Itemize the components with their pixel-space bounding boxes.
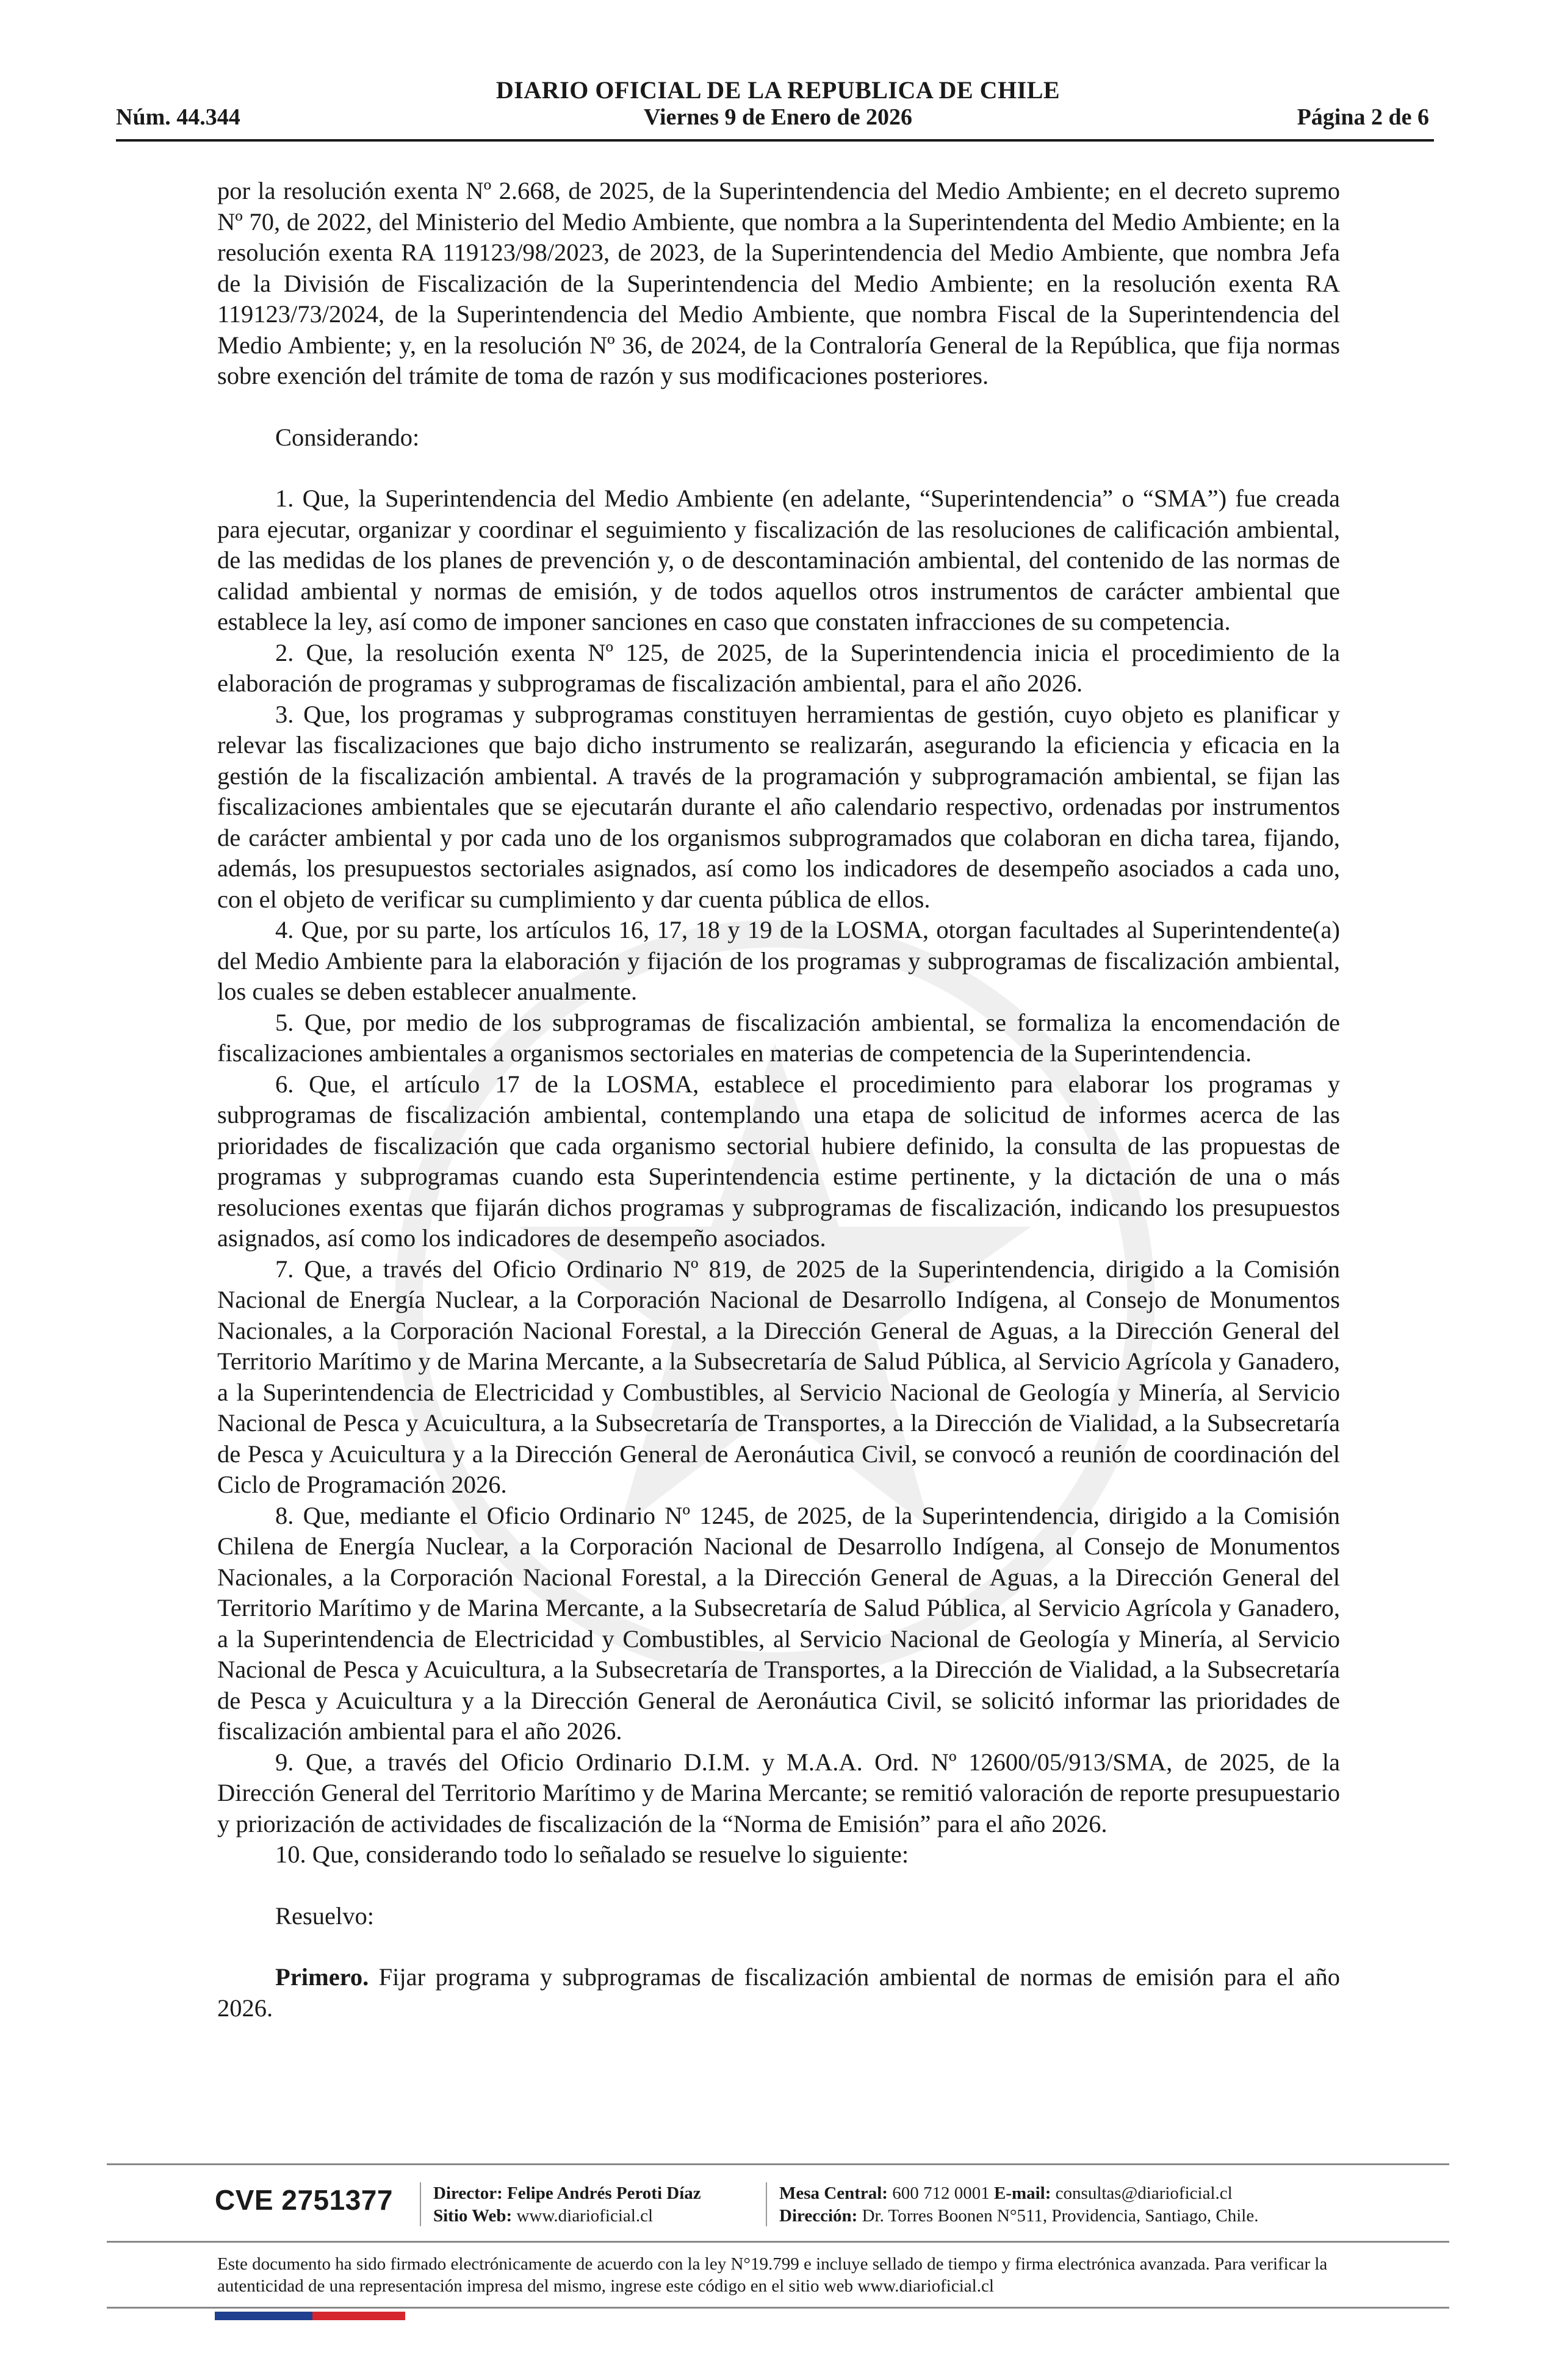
first-label: Primero. <box>275 1963 369 1991</box>
consideration-item: 3. Que, los programas y subprogramas constituyen herramientas de gestión, cuyo objeto es planificar y relevar las fiscalizaciones que bajo dicho instrumento se realizarán, asegurando la eficiencia y eficacia en la gestión de la fiscalización ambiental. A través de la programación y subprogramación ambiental, se fijan las fiscalizaciones ambientales que se ejecutarán durante el año calendario respectivo, ordenadas por instrumentos de carácter ambiental y por cada uno de los organismos subprogramados que colaboran en dicha tarea, fijando, además, los presupuestos sectoriales asignados, así como los indicadores de desempeño asociados a cada uno, con el objeto de verificar su cumplimiento y dar cuenta pública de ellos. <box>217 700 1340 913</box>
consideration-item: 9. Que, a través del Oficio Ordinario D.I.M. y M.A.A. Ord. Nº 12600/05/913/SMA, de 2025, de la Dirección General del Territorio Marítimo y de Marina Mercante; se remitió valoración de reporte presupuestario y priorización de actividades de fiscalización de la “Norma de Emisión” para el año 2026. <box>217 1748 1340 1837</box>
resolve-label: Resuelvo: <box>275 1902 374 1930</box>
considering-label: Considerando: <box>275 423 420 451</box>
email-link[interactable]: consultas@diarioficial.cl <box>1055 2183 1233 2203</box>
contact-block <box>779 2182 1258 2227</box>
document-body <box>217 176 1340 2024</box>
website-line <box>433 2205 701 2227</box>
flag-stripe-red <box>312 2312 405 2320</box>
phone-value: 600 712 0001 <box>892 2183 990 2203</box>
website-link[interactable]: www.diarioficial.cl <box>516 2206 654 2226</box>
footer-divider-bottom <box>107 2307 1449 2309</box>
intro-paragraph: por la resolución exenta Nº 2.668, de 2025, de la Superintendencia del Medio Ambiente; en el decreto supremo Nº 70, de 2022, del Ministerio del Medio Ambiente, que nombra a la Superintendenta del Medio Ambiente; en la resolución exenta RA 119123/98/2023, de 2023, de la Superintendencia del Medio Ambiente, que nombra Jefa de la División de Fiscalización de la Superintendencia del Medio Ambiente; en la resolución exenta RA 119123/73/2024, de la Superintendencia del Medio Ambiente, que nombra Fiscal de la Superintendencia del Medio Ambiente; y, en la resolución Nº 36, de 2024, de la Contraloría General de la República, que fija normas sobre exención del trámite de toma de razón y sus modificaciones posteriores. <box>217 177 1340 389</box>
director-name: Director: Felipe Andrés Peroti Díaz <box>433 2183 701 2203</box>
legal-notice: Este documento ha sido firmado electrónicamente de acuerdo con la ley N°19.799 e incluye sellado de tiempo y firma electrónica avanzada. Para verificar la autenticidad de una representación impresa del mismo, ingrese este código en el sitio web www.diarioficial.cl <box>217 2254 1328 2296</box>
issue-date: Viernes 9 de Enero de 2026 <box>643 104 913 130</box>
consideration-item: 8. Que, mediante el Oficio Ordinario Nº 1245, de 2025, de la Superintendencia, dirigido a la Comisión Chilena de Energía Nuclear, a la Corporación Nacional de Desarrollo Indígena, al Consejo de Monumentos Nacionales, a la Corporación Nacional Forestal, a la Dirección General de Aguas, a la Dirección General del Territorio Marítimo y de Marina Mercante, a la Subsecretaría de Salud Pública, al Servicio Agrícola y Ganadero, a la Superintendencia de Electricidad y Combustibles, al Servicio Nacional de Geología y Minería, al Servicio Nacional de Pesca y Acuicultura, a la Subsecretaría de Transportes, a la Dirección de Vialidad, a la Subsecretaría de Pesca y Acuicultura y a la Dirección General de Aeronáutica Civil, se solicitó informar las prioridades de fiscalización ambiental para el año 2026. <box>217 1501 1340 1745</box>
consideration-item: 6. Que, el artículo 17 de la LOSMA, establece el procedimiento para elaborar los programas y subprogramas de fiscalización ambiental, contemplando una etapa de solicitud de informes acerca de las prioridades de fiscalización que cada organismo sectorial hubiere definido, la consulta de las propuestas de programas y subprogramas cuando esta Superintendencia estime pertinente, y la dictación de una o más resoluciones exentas que fijarán dichos programas y subprogramas de fiscalización, indicando los presupuestos asignados, así como los indicadores de desempeño asociados. <box>217 1070 1340 1252</box>
address-value: Dr. Torres Boonen N°511, Providencia, Santiago, Chile. <box>862 2206 1259 2226</box>
page-indicator: Página 2 de 6 <box>1297 104 1429 130</box>
first-resolution <box>217 1962 1340 2024</box>
address-line <box>779 2205 1258 2227</box>
footer-separator <box>420 2182 421 2226</box>
address-label: Dirección: <box>779 2206 858 2226</box>
consideration-item: 1. Que, la Superintendencia del Medio Ambiente (en adelante, “Superintendencia” o “SMA”) fue creada para ejecutar, organizar y coordinar el seguimiento y fiscalización de las resoluciones de calificación ambiental, de las medidas de los planes de prevención y, o de descontaminación ambiental, del contenido de las normas de calidad ambiental y normas de emisión, y de todos aquellos otros instrumentos de carácter ambiental que establece la ley, así como de imponer sanciones en caso que constaten infracciones de su competencia. <box>217 485 1340 635</box>
consideration-item: 10. Que, considerando todo lo señalado se resuelve lo siguiente: <box>275 1841 909 1868</box>
phone-email-line <box>779 2182 1258 2205</box>
consideration-item: 5. Que, por medio de los subprogramas de fiscalización ambiental, se formaliza la encomendación de fiscalizaciones ambientales a organismos sectoriales en materias de competencia de la Superintendencia. <box>217 1008 1340 1067</box>
footer-divider-middle <box>107 2241 1449 2243</box>
footer-separator <box>766 2182 767 2226</box>
phone-label: Mesa Central: <box>779 2183 888 2203</box>
consideration-item: 2. Que, la resolución exenta Nº 125, de 2025, de la Superintendencia inicia el procedimiento de la elaboración de programas y subprogramas de fiscalización ambiental, para el año 2026. <box>217 638 1340 697</box>
email-label: E-mail: <box>993 2183 1051 2203</box>
issue-number: Núm. 44.344 <box>116 104 240 130</box>
footer-divider-top <box>107 2163 1449 2165</box>
consideration-item: 7. Que, a través del Oficio Ordinario Nº 819, de 2025 de la Superintendencia, dirigido a la Comisión Nacional de Energía Nuclear, a la Corporación Nacional de Desarrollo Indígena, al Consejo de Monumentos Nacionales, a la Corporación Nacional Forestal, a la Dirección General de Aguas, a la Dirección General del Territorio Marítimo y de Marina Mercante, a la Subsecretaría de Salud Pública, al Servicio Agrícola y Ganadero, a la Superintendencia de Electricidad y Combustibles, al Servicio Nacional de Geología y Minería, al Servicio Nacional de Pesca y Acuicultura, a la Subsecretaría de Transportes, a la Dirección de Vialidad, a la Subsecretaría de Pesca y Acuicultura y a la Dirección General de Aeronáutica Civil, se convocó a reunión de coordinación del Ciclo de Programación 2026. <box>217 1255 1340 1498</box>
website-label: Sitio Web: <box>433 2206 513 2226</box>
header-divider <box>116 139 1434 142</box>
first-text: Fijar programa y subprogramas de fiscalización ambiental de normas de emisión para el año 2026. <box>217 1963 1340 2022</box>
flag-stripe-blue <box>215 2312 312 2320</box>
consideration-item: 4. Que, por su parte, los artículos 16, 17, 18 y 19 de la LOSMA, otorgan facultades al Superintendente(a) del Medio Ambiente para la elaboración y fijación de los programas y subprogramas de fiscalización ambiental, los cuales se deben establecer anualmente. <box>217 916 1340 1005</box>
publication-title: DIARIO OFICIAL DE LA REPUBLICA DE CHILE <box>495 76 1061 104</box>
director-block <box>433 2182 701 2227</box>
cve-code: CVE 2751377 <box>215 2184 393 2216</box>
